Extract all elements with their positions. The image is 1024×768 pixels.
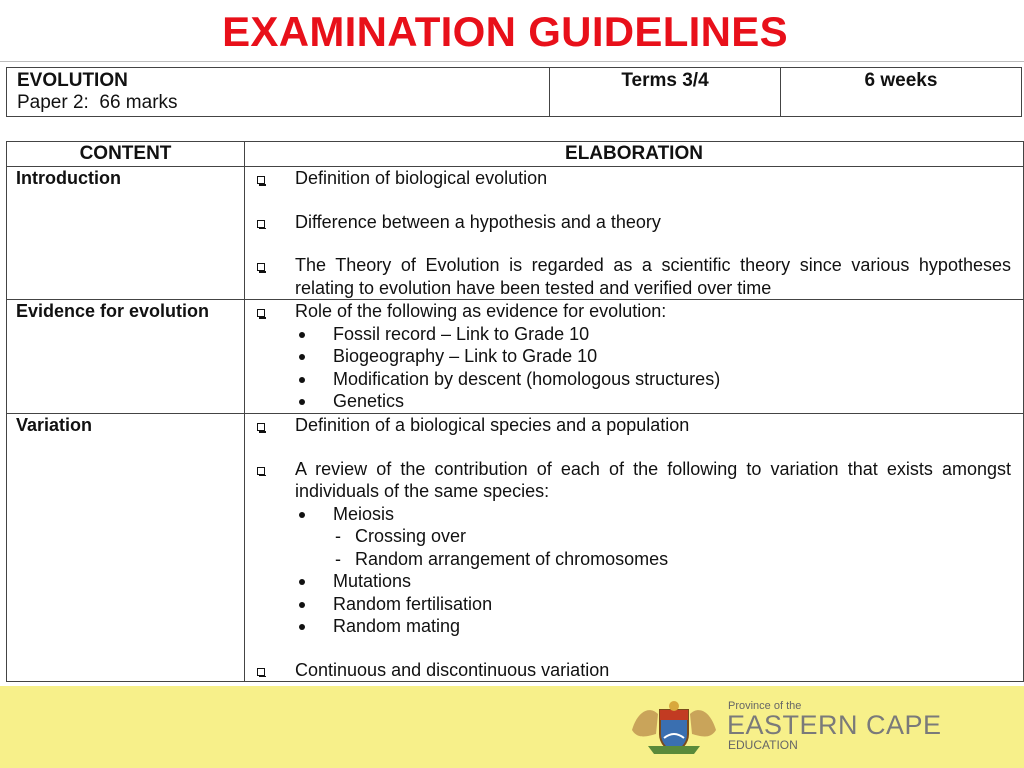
checkbox-bullet-icon xyxy=(257,467,265,475)
bullet-item: Random mating xyxy=(245,615,1011,638)
elaboration-cell xyxy=(245,167,1024,300)
bullet-item: Modification by descent (homologous structures) xyxy=(245,368,1011,391)
bullet-item: Fossil record – Link to Grade 10 xyxy=(245,323,1011,346)
elaboration-cell xyxy=(245,414,1024,682)
header-table xyxy=(6,67,1022,117)
row-label: Variation xyxy=(7,414,245,682)
department-text: EDUCATION xyxy=(728,738,798,752)
list-item xyxy=(245,254,1011,299)
checkbox-bullet-icon xyxy=(257,309,265,317)
elaboration-column-header: ELABORATION xyxy=(245,142,1024,167)
table-header-row xyxy=(7,142,1024,167)
checkbox-bullet-icon xyxy=(257,423,265,431)
bullet-item: Mutations xyxy=(245,570,1011,593)
item-text: Definition of biological evolution xyxy=(295,168,548,188)
table-row xyxy=(7,300,1024,414)
page-title: EXAMINATION GUIDELINES xyxy=(222,8,788,55)
topic-cell xyxy=(7,68,550,117)
list-item xyxy=(245,659,1011,682)
coat-of-arms-icon xyxy=(628,700,720,756)
list-item xyxy=(245,300,1011,323)
bullet-item: Random fertilisation xyxy=(245,593,1011,616)
checkbox-bullet-icon xyxy=(257,176,265,184)
row-label: Introduction xyxy=(7,167,245,300)
list-item xyxy=(245,211,1011,234)
bullet-item: Biogeography – Link to Grade 10 xyxy=(245,345,1011,368)
terms-cell: Terms 3/4 xyxy=(550,68,781,117)
eastern-cape-education-logo xyxy=(628,700,968,756)
list-item xyxy=(245,167,1011,190)
bullet-item: Meiosis xyxy=(245,503,1011,526)
table-row xyxy=(7,414,1024,682)
footer-band xyxy=(0,686,1024,768)
row-label: Evidence for evolution xyxy=(7,300,245,414)
item-text: A review of the contribution of each of the following to variation that exists amongst individuals of the same species: xyxy=(295,458,1011,501)
region-text: EASTERN CAPE xyxy=(727,710,942,740)
duration-cell: 6 weeks xyxy=(781,68,1022,117)
item-text: Definition of a biological species and a population xyxy=(295,415,690,435)
content-column-header: CONTENT xyxy=(7,142,245,167)
topic-name: EVOLUTION xyxy=(17,70,128,91)
list-item xyxy=(245,458,1011,503)
bullet-item: Genetics xyxy=(245,390,1011,413)
checkbox-bullet-icon xyxy=(257,668,265,676)
item-text: The Theory of Evolution is regarded as a scientific theory since various hypotheses relating to evolution have been tested and verified over time xyxy=(295,255,1011,298)
paper-marks: Paper 2: 66 marks xyxy=(17,92,178,113)
elaboration-cell xyxy=(245,300,1024,414)
dash-item: - Crossing over xyxy=(245,525,1011,548)
item-text: Difference between a hypothesis and a theory xyxy=(295,211,661,232)
item-text: Continuous and discontinuous variation xyxy=(295,659,610,680)
content-table xyxy=(6,141,1024,682)
checkbox-bullet-icon xyxy=(257,220,265,228)
title-divider xyxy=(0,61,1024,62)
checkbox-bullet-icon xyxy=(257,263,265,271)
list-item xyxy=(245,414,1011,437)
table-row xyxy=(7,167,1024,300)
dash-item: - Random arrangement of chromosomes xyxy=(245,548,1011,571)
item-text: Role of the following as evidence for evolution: xyxy=(295,301,667,321)
province-text: Province of the xyxy=(728,700,802,712)
